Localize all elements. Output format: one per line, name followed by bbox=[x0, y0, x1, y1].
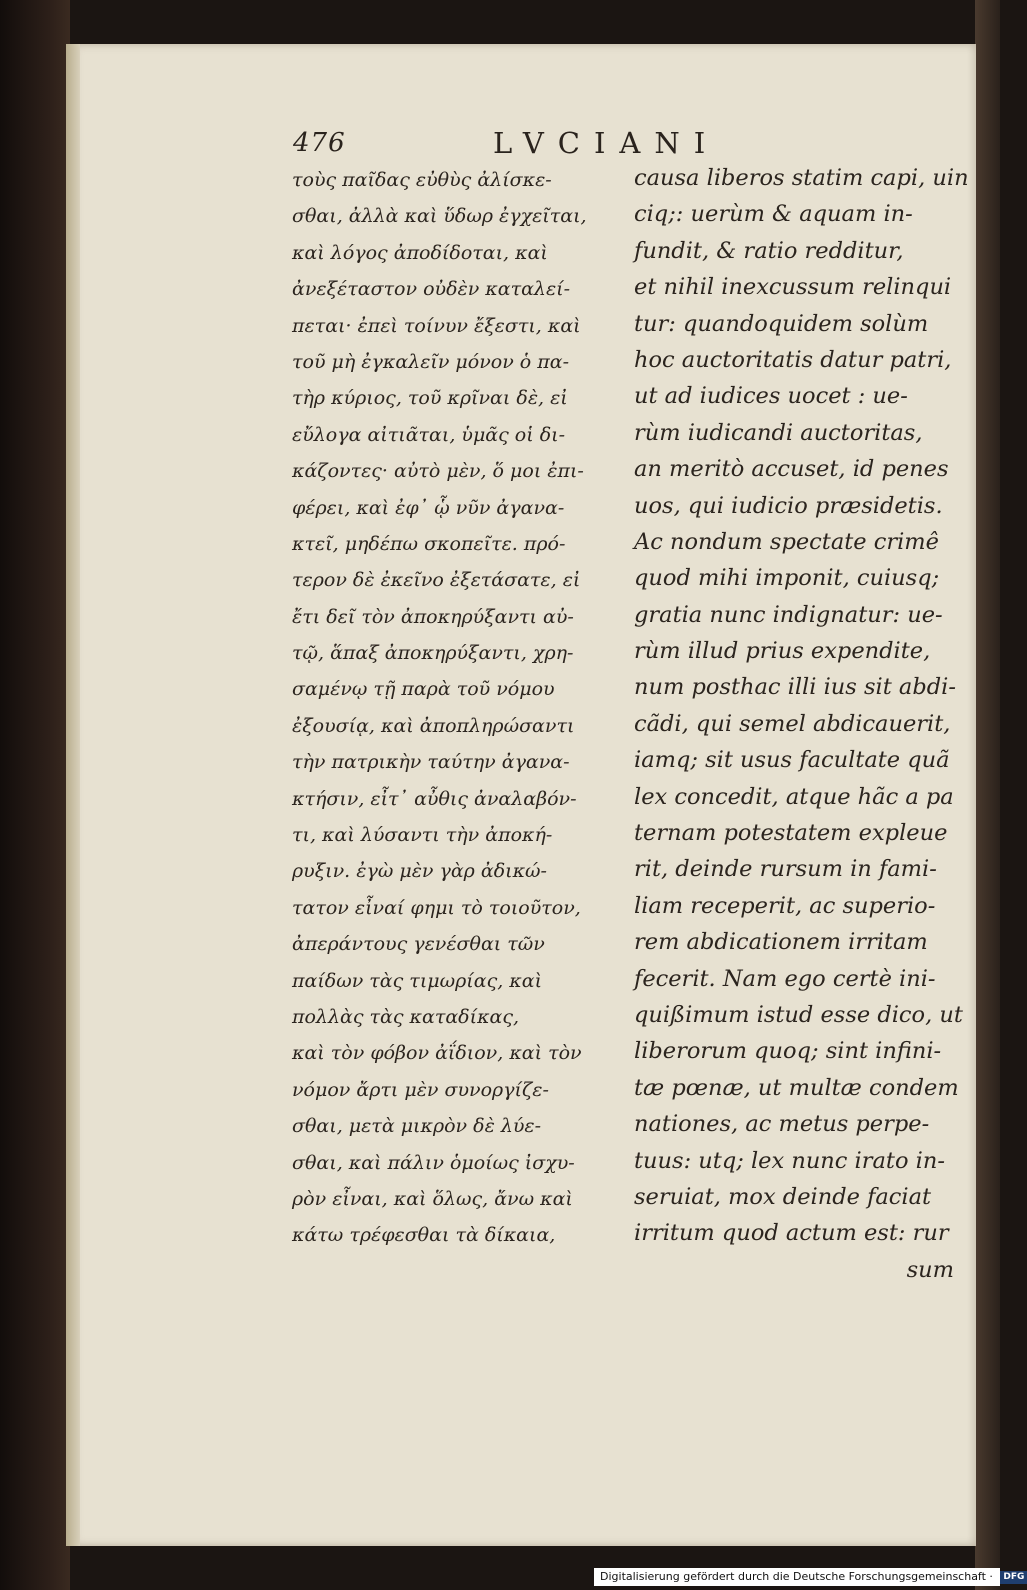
text-line: rit, deinde rursum in fami- bbox=[634, 856, 937, 883]
text-line: τατον εἶναί φημι τὸ τοιοῦτον, bbox=[292, 896, 581, 919]
text-line: νόμον ἄρτι μὲν συνοργίζε- bbox=[292, 1078, 549, 1101]
text-line: tur: quandoquidem solùm bbox=[634, 310, 929, 337]
text-line: rem abdicationem irritam bbox=[634, 929, 928, 956]
text-line: τοῦ μὴ ἐγκαλεῖν μόνον ὁ πα- bbox=[292, 350, 570, 373]
text-line: ciq;: uerùm & aquam in- bbox=[634, 201, 913, 228]
text-line: κτήσιν, εἶτ᾽ αὖθις ἀναλαβόν- bbox=[292, 787, 577, 810]
text-line: τὴν πατρικὴν ταύτην ἀγανα- bbox=[292, 751, 570, 774]
text-line: πολλὰς τὰς καταδίκας, bbox=[292, 1005, 520, 1028]
text-line: fundit, & ratio redditur, bbox=[634, 237, 904, 264]
text-line: uos, qui iudicio præsidetis. bbox=[634, 492, 943, 519]
latin-text-column bbox=[634, 160, 969, 1288]
text-line: cãdi, qui semel abdicauerit, bbox=[634, 710, 951, 737]
digitization-credit bbox=[594, 1568, 1025, 1586]
text-line: σαμένῳ τῇ παρὰ τοῦ νόμου bbox=[292, 678, 555, 701]
text-line: τοὺς παῖδας εὐθὺς ἀλίσκε- bbox=[292, 169, 552, 191]
text-line: causa liberos statim capi, uin bbox=[634, 165, 969, 191]
dfg-logo: DFG bbox=[1000, 1571, 1027, 1584]
text-line: καὶ τὸν φόβον ἀΐδιον, καὶ τὸν bbox=[292, 1042, 582, 1065]
text-line: ἐξουσίᾳ, καὶ ἀποπληρώσαντι bbox=[292, 714, 575, 737]
text-line: seruiat, mox deinde faciat bbox=[634, 1183, 932, 1210]
background-left bbox=[0, 0, 70, 1590]
catchword: sum bbox=[906, 1256, 954, 1283]
text-line: quißimum istud esse dico, ut bbox=[634, 1001, 963, 1028]
text-line: fecerit. Nam ego certè ini- bbox=[634, 965, 936, 992]
text-line: τι, καὶ λύσαντι τὴν ἀποκή- bbox=[292, 824, 553, 847]
credit-text: Digitalisierung gefördert durch die Deutsche Forschungsgemeinschaft · bbox=[600, 1570, 993, 1583]
text-line: iamq; sit usus facultate quã bbox=[634, 747, 950, 774]
text-line: ἔτι δεῖ τὸν ἀποκηρύξαντι αὐ- bbox=[292, 605, 574, 628]
text-line: ut ad iudices uocet : ue- bbox=[634, 383, 908, 410]
text-line: παίδων τὰς τιμωρίας, καὶ bbox=[292, 969, 543, 992]
page-gutter bbox=[66, 44, 80, 1546]
text-line: κτεῖ, μηδέπω σκοπεῖτε. πρό- bbox=[292, 532, 566, 555]
text-line: liam receperit, ac superio- bbox=[634, 892, 936, 919]
text-line: liberorum quoq; sint infini- bbox=[634, 1038, 942, 1065]
text-line: ternam potestatem expleue bbox=[634, 820, 948, 847]
text-line: καὶ λόγος ἀποδίδοται, καὶ bbox=[292, 241, 548, 264]
text-line: hoc auctoritatis datur patri, bbox=[634, 346, 952, 373]
text-line: τὴρ κύριος, τοῦ κρῖναι δὲ, εἰ bbox=[292, 387, 568, 410]
text-line: τερον δὲ ἐκεῖνο ἐξετάσατε, εἰ bbox=[292, 569, 581, 592]
text-line: tuus: utq; lex nunc irato in- bbox=[634, 1147, 945, 1174]
text-line: τῷ, ἅπαξ ἀποκηρύξαντι, χρη- bbox=[292, 642, 574, 665]
text-line: an meritò accuset, id penes bbox=[634, 456, 949, 483]
text-line: σθαι, ἀλλὰ καὶ ὕδωρ ἐγχεῖται, bbox=[292, 205, 587, 228]
text-line: gratia nunc indignatur: ue- bbox=[634, 601, 943, 628]
text-line: ἀπεράντους γενέσθαι τῶν bbox=[292, 933, 545, 956]
text-line: irritum quod actum est: rur bbox=[634, 1220, 949, 1247]
text-line: σθαι, μετὰ μικρὸν δὲ λύε- bbox=[292, 1115, 542, 1138]
text-line: tæ pœnæ, ut multæ condem bbox=[634, 1074, 959, 1101]
text-line: σθαι, καὶ πάλιν ὁμοίως ἰσχυ- bbox=[292, 1151, 575, 1174]
text-line: nationes, ac metus perpe- bbox=[634, 1111, 930, 1138]
page-number: 476 bbox=[293, 128, 346, 158]
text-line: ἀνεξέταστον οὐδὲν καταλεί- bbox=[292, 278, 571, 301]
greek-text-column bbox=[292, 162, 610, 1254]
text-line: ρὸν εἶναι, καὶ ὅλως, ἄνω καὶ bbox=[292, 1187, 573, 1210]
text-line: πεται· ἐπεὶ τοίνυν ἔξεστι, καὶ bbox=[292, 314, 581, 337]
text-line: rùm illud prius expendite, bbox=[634, 638, 931, 665]
text-line: lex concedit, atque hãc a pa bbox=[634, 783, 954, 810]
text-line: κάζοντες· αὐτὸ μὲν, ὅ μοι ἐπι- bbox=[292, 460, 584, 483]
text-line: ρυξιν. ἐγὼ μὲν γὰρ ἀδικώ- bbox=[292, 860, 547, 883]
text-line: Ac nondum spectate crimê bbox=[634, 528, 939, 555]
text-line: quod mihi imponit, cuiusq; bbox=[634, 565, 940, 592]
text-line: φέρει, καὶ ἐφ᾽ ᾧ νῦν ἀγανα- bbox=[292, 496, 565, 519]
text-line: εὔλογα αἰτιᾶται, ὑμᾶς οἱ δι- bbox=[292, 423, 566, 446]
text-line: rùm iudicandi auctoritas, bbox=[634, 419, 923, 446]
background-right bbox=[975, 0, 1000, 1590]
running-title: LVCIANI bbox=[493, 126, 720, 160]
text-line: et nihil inexcussum relinqui bbox=[634, 274, 952, 301]
text-line: num posthac illi ius sit abdi- bbox=[634, 674, 956, 701]
text-line: κάτω τρέφεσθαι τὰ δίκαια, bbox=[292, 1224, 556, 1247]
